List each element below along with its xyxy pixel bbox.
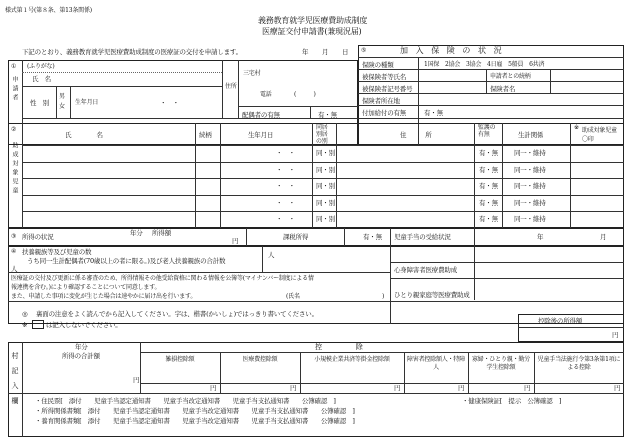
insurance-title: 加 入 保 険 の 状 況 <box>400 46 502 55</box>
deduction-yen: 円 <box>524 384 531 392</box>
income-amount-label: 所得額 <box>152 229 171 237</box>
note-1-mark: ◎ <box>22 310 28 318</box>
total-income-yen: 円 <box>133 376 140 384</box>
after-deduction-yen: 円 <box>612 331 619 339</box>
applicant-section-no: ① <box>11 63 17 70</box>
children-section-no: ② <box>11 126 17 133</box>
deductions-title: 控 除 <box>315 343 363 351</box>
income-label: 所得の状況 <box>22 233 54 241</box>
address-value: 三宅村 <box>243 70 261 77</box>
date-year: 年 <box>302 48 309 56</box>
child-birth-dots: ・ ・ <box>276 215 295 224</box>
signature-close: ) <box>382 293 385 300</box>
note-box <box>32 320 44 329</box>
col-birthdate: 生年月日 <box>248 131 274 139</box>
spouse-value: 有・無 <box>318 111 337 119</box>
child-livelihood: 同一・維持 <box>514 198 546 207</box>
consent-line-3: また、申請した事項に変化が生じた場合は速やかに届け出を行います。 <box>11 293 197 300</box>
single-parent-label: ひとり親家庭等医療費助成 <box>394 291 470 299</box>
deduction-col-5: 児童手当法施行令第3条第1項による控除 <box>537 356 621 371</box>
child-cohabit: 同・別 <box>316 165 335 174</box>
taxable-value: 有・無 <box>363 233 382 241</box>
after-deduction-label: 控除後の所得額 <box>538 317 583 325</box>
dependents-label: 扶養親族等及び児童の数 <box>22 248 92 256</box>
child-cohabit: 同・別 <box>316 149 335 157</box>
signature-label: (氏名 <box>286 293 300 300</box>
child-birth-dots: ・ ・ <box>276 182 295 191</box>
col-name: 氏 名 <box>65 131 103 139</box>
child-guardian: 有・無 <box>479 198 498 207</box>
note-2-mark: ※ <box>22 321 28 329</box>
office-line-1: ・住民票[ 添付 児童手当認定通知書 児童手当改定通知書 児童手当支払通知書 公簿確認 ] <box>35 397 336 405</box>
deduction-yen: 円 <box>394 384 401 392</box>
consent-line-1: 医療証の交付及び更新に係る審査のため、所得情報その他受給資格に関わる情報を公簿等(マイナンバー制度による情 <box>11 275 314 282</box>
insurer-name-label: 保険者名 <box>490 85 516 93</box>
furigana-label: (ふりがな) <box>27 63 55 70</box>
office-line-3: ・養育関係書類[ 添付 児童手当認定通知書 児童手当改定通知書 児童手当支払通知書 公簿確認 ] <box>35 417 355 425</box>
total-income-label: 所得の合計額 <box>62 352 100 360</box>
col-guardian: 監護の有無 <box>478 124 496 138</box>
income-yen: 円 <box>232 237 239 245</box>
birthdate-dots: ・ ・ <box>160 99 179 107</box>
deduction-yen: 円 <box>458 384 465 392</box>
office-line-2: ・所得関係書類[ 添付 児童手当認定通知書 児童手当改定通知書 児童手当支払通知書 公簿確認 ] <box>35 407 355 415</box>
child-livelihood: 同一・維持 <box>514 182 546 191</box>
child-livelihood: 同一・維持 <box>514 149 546 157</box>
disability-label: 心身障害者医療費助成 <box>394 266 458 274</box>
office-year-label: 年分 <box>75 343 88 351</box>
name-label: 氏 名 <box>32 75 51 83</box>
spouse-label: 配偶者の有無 <box>242 111 280 119</box>
col-address: 住 所 <box>400 131 432 139</box>
taxable-label: 課税所得 <box>283 233 309 241</box>
allowance-year: 年 <box>537 233 544 241</box>
form-number: 様式第１号(第８条、第13条関係) <box>5 7 92 14</box>
deduction-col-3: 障害者控除額人・特障人 <box>407 356 466 371</box>
sex-label: 性 別 <box>30 99 49 107</box>
health-insurance-line: ・健康保険証[ 提示 公簿確認 ] <box>462 397 562 405</box>
deduction-col-1: 医療費控除額 <box>242 356 278 363</box>
allowance-month: 月 <box>600 233 607 241</box>
col-subject: 助成対象児童〇印 <box>582 127 617 143</box>
income-section-no: ③ <box>11 233 17 240</box>
form-subtitle: 医療証交付申請書(兼現況届) <box>262 27 362 36</box>
child-cohabit: 同・別 <box>316 198 335 207</box>
insured-name-label: 被保険者等氏名 <box>362 73 407 81</box>
date-day: 日 <box>342 48 349 56</box>
income-section <box>8 228 624 246</box>
relationship-label: 申請者との続柄 <box>490 73 531 80</box>
children-section-label: 助成対象児童 <box>11 142 18 196</box>
phone-parens: ( ) <box>294 91 316 98</box>
dependents-sub: うち同一生計配偶者(70歳以上の者に限る。)及び老人扶養親族の合計数 <box>27 257 226 265</box>
child-guardian: 有・無 <box>479 215 498 224</box>
dependents-people-2: 人 <box>268 251 275 259</box>
intro-text: 下記のとおり、義務教育就学児医療費助成制度の医療証の交付を申請します。 <box>22 48 242 56</box>
address-label: 住所 <box>225 83 237 90</box>
date-month: 月 <box>322 48 329 56</box>
deduction-col-2: 小規模企業共済等掛金控除額 <box>314 356 390 363</box>
deduction-yen: 円 <box>210 384 217 392</box>
deduction-yen: 円 <box>290 384 297 392</box>
male-option[interactable]: 男 <box>59 93 65 100</box>
phone-label: 電話 <box>260 91 272 98</box>
child-livelihood: 同一・維持 <box>514 165 546 174</box>
child-guardian: 有・無 <box>479 165 498 174</box>
col-cohabit: 同居別居の別 <box>316 124 328 145</box>
applicant-section-label: 申請者 <box>11 76 18 103</box>
female-option[interactable]: 女 <box>59 103 65 110</box>
child-guardian: 有・無 <box>479 182 498 191</box>
deduction-col-0: 雑損控除額 <box>165 356 195 363</box>
child-livelihood: 同一・維持 <box>514 215 546 224</box>
note-2: は記入しないでください。 <box>46 321 122 329</box>
allowance-status-label: 児童手当の受給状況 <box>394 233 451 241</box>
dependents-section-no: ④ <box>11 248 17 255</box>
birthdate-label: 生年月日 <box>75 99 99 106</box>
col-relation: 続柄 <box>199 131 212 139</box>
insurance-type-options: 1国保 2協会 3協会 4日雇 5船員 6共済 <box>424 61 545 68</box>
child-cohabit: 同・別 <box>316 182 335 191</box>
benefit-value: 有・無 <box>424 109 443 117</box>
child-birth-dots: ・ ・ <box>276 165 295 174</box>
insurance-type-label: 保険の種類 <box>362 61 394 69</box>
child-guardian: 有・無 <box>479 149 498 157</box>
note-1: 裏面の注意をよく読んでから記入してください。字は、楷書(かいしょ)ではっきり書いてください。 <box>36 310 318 318</box>
child-cohabit: 同・別 <box>316 215 335 224</box>
child-birth-dots: ・ ・ <box>276 198 295 207</box>
insurance-section-no: ⑤ <box>361 47 367 54</box>
benefit-label: 付加給付の有無 <box>362 109 407 117</box>
office-section-label: 村記入欄 <box>11 352 19 412</box>
symbol-number-label: 被保険者記号番号 <box>362 85 413 93</box>
form-title: 義務教育就学児医療費助成制度 <box>258 16 368 25</box>
deduction-yen: 円 <box>614 384 621 392</box>
col-livelihood: 生計関係 <box>518 131 544 139</box>
insurer-address-label: 保険者所在地 <box>362 97 400 105</box>
child-birth-dots: ・ ・ <box>276 149 295 157</box>
income-year-label: 年分 <box>130 229 143 237</box>
dependents-people: 人 <box>11 265 18 273</box>
consent-line-2: 報連携を含む。)により確認することについて同意します。 <box>11 284 161 291</box>
deduction-col-4: 寡婦・ひとり親・勤労学生控除額 <box>471 356 530 371</box>
col-subject-mark: ※ <box>574 124 579 131</box>
